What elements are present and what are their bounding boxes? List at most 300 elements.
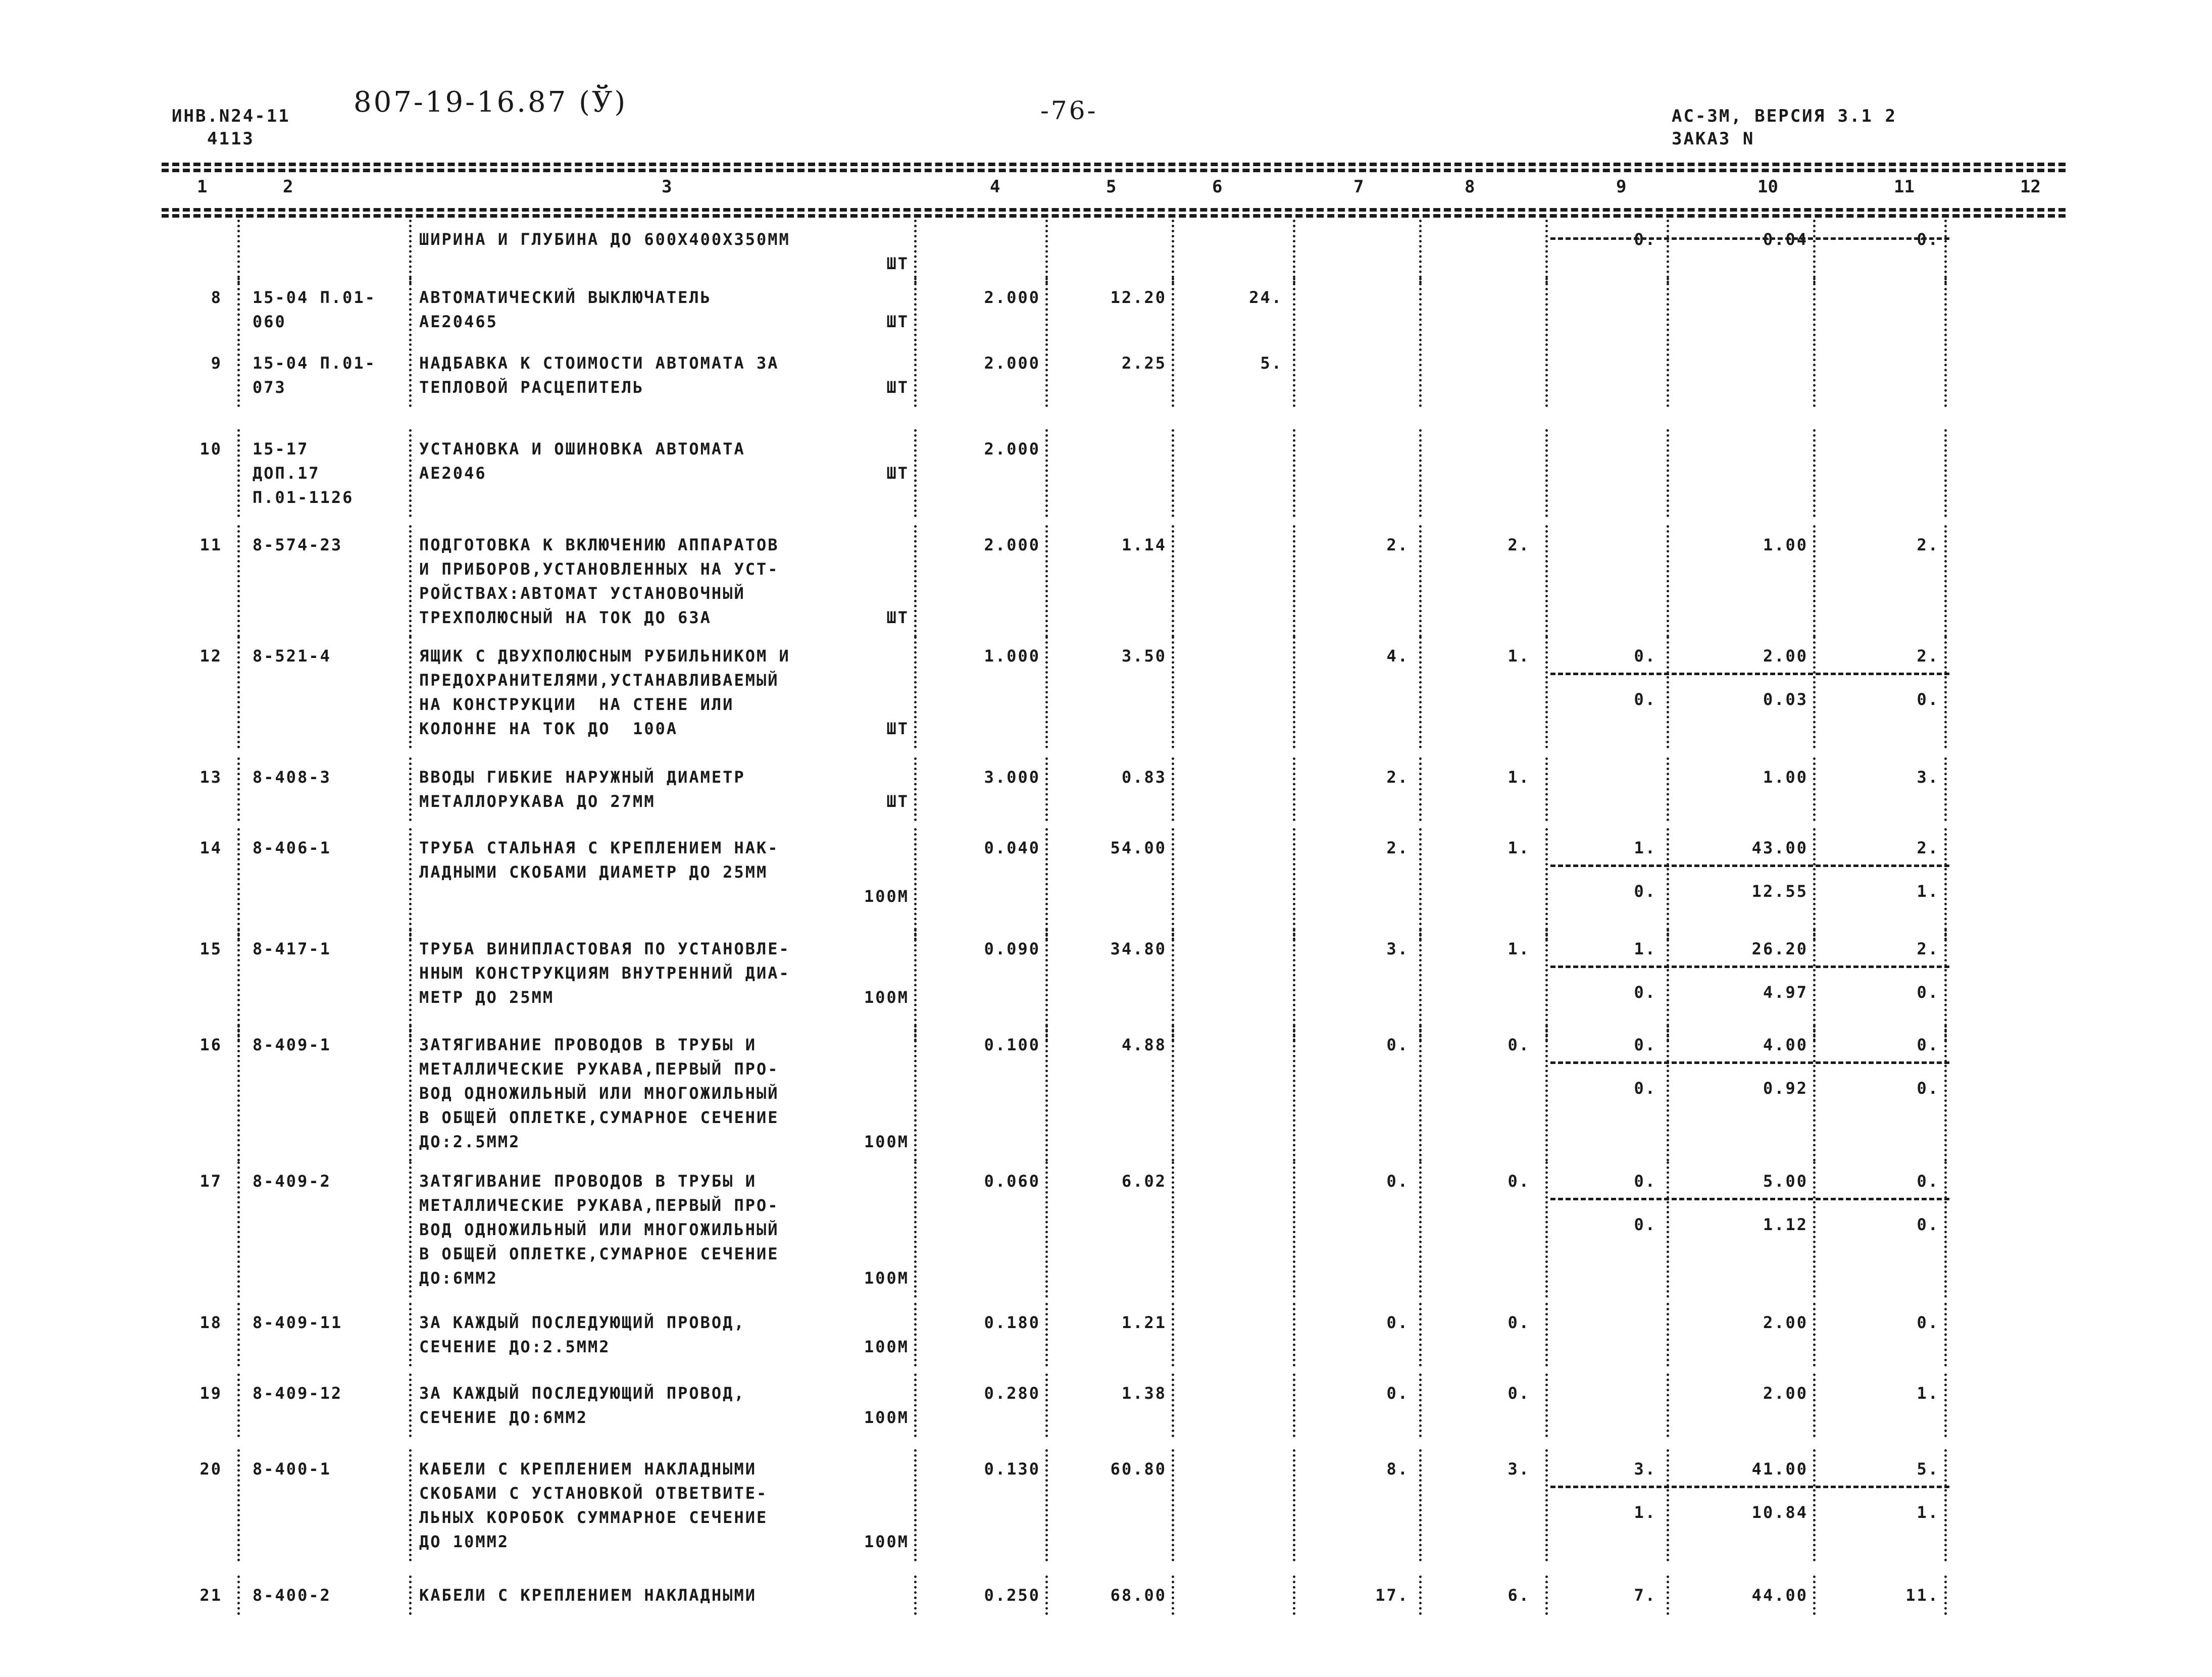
value-c11: 11. — [1905, 1586, 1939, 1605]
unit: ШТ — [886, 464, 909, 483]
value-c9: 0. — [1634, 1172, 1656, 1191]
value-c5: 34.80 — [1110, 939, 1167, 958]
column-separator — [1944, 757, 1947, 821]
unit: 100М — [864, 1132, 909, 1151]
work-code: 8-408-3 — [253, 768, 331, 787]
column-separator — [1545, 220, 1548, 283]
value-c10: 44.00 — [1751, 1586, 1808, 1605]
value-c8: 0. — [1507, 1384, 1530, 1403]
value-c11: 3. — [1917, 768, 1939, 787]
value-c9: 0. — [1634, 230, 1656, 249]
value-c4: 2.000 — [984, 535, 1040, 554]
value-c8: 1. — [1507, 646, 1530, 666]
value-c9b: 0. — [1634, 1079, 1656, 1098]
column-separator — [1419, 1303, 1422, 1366]
value-c5: 1.14 — [1121, 535, 1167, 554]
column-separator — [914, 220, 917, 283]
column-separator — [409, 757, 412, 821]
column-separator — [1172, 343, 1174, 407]
work-description: В ОБЩЕЙ ОПЛЕТКЕ,СУМАРНОЕ СЕЧЕНИЕ — [419, 1108, 779, 1127]
unit: ШТ — [886, 719, 909, 738]
column-separator — [1293, 757, 1295, 821]
work-code: 15-04 П.01- — [253, 288, 376, 307]
column-separator — [1419, 757, 1422, 821]
value-c4: 0.040 — [984, 838, 1040, 857]
value-c8: 3. — [1507, 1459, 1530, 1479]
value-c11: 1. — [1917, 1384, 1939, 1403]
column-separator — [1944, 1576, 1947, 1615]
column-separator — [1045, 757, 1048, 821]
column-header-8: 8 — [1465, 177, 1475, 197]
column-separator — [237, 220, 240, 283]
row-number: 12 — [199, 646, 222, 666]
column-separator — [237, 757, 240, 821]
column-separator — [1045, 1303, 1048, 1366]
column-separator — [409, 278, 412, 341]
work-code: 8-409-11 — [253, 1313, 343, 1332]
work-description: АЕ20465 — [419, 312, 498, 331]
value-c11: 0. — [1917, 230, 1939, 249]
value-c9b: 0. — [1634, 690, 1656, 709]
column-separator — [1045, 429, 1048, 517]
unit: 100М — [864, 988, 909, 1007]
column-separator — [1944, 929, 1947, 1041]
column-separator — [409, 828, 412, 940]
column-separator — [1667, 429, 1669, 517]
work-description: СЕЧЕНИЕ ДО:2.5ММ2 — [419, 1337, 611, 1356]
column-separator — [409, 429, 412, 517]
work-description: ПОДГОТОВКА К ВКЛЮЧЕНИЮ АППАРАТОВ — [419, 535, 779, 554]
column-separator — [1172, 220, 1174, 283]
value-c4: 0.100 — [984, 1035, 1040, 1054]
column-separator — [237, 1303, 240, 1366]
work-description: ВВОДЫ ГИБКИЕ НАРУЖНЫЙ ДИАМЕТР — [419, 768, 745, 787]
value-c5: 4.88 — [1121, 1035, 1167, 1054]
value-c10b: 10.84 — [1751, 1503, 1808, 1522]
work-description: ЗАТЯГИВАНИЕ ПРОВОДОВ В ТРУБЫ И — [419, 1035, 757, 1054]
column-separator — [914, 757, 917, 821]
column-separator — [1545, 1374, 1548, 1437]
value-c5: 3.50 — [1121, 646, 1167, 666]
value-c7: 4. — [1386, 646, 1409, 666]
column-separator — [1944, 343, 1947, 407]
column-separator — [1944, 1449, 1947, 1561]
value-c5: 68.00 — [1110, 1586, 1167, 1605]
column-separator — [914, 278, 917, 341]
column-header-7: 7 — [1353, 177, 1364, 197]
column-separator — [409, 220, 412, 283]
value-c10: 2.00 — [1763, 1384, 1808, 1403]
work-description: ТРЕХПОЛЮСНЫЙ НА ТОК ДО 63А — [419, 608, 712, 627]
work-description: КАБЕЛИ С КРЕПЛЕНИЕМ НАКЛАДНЫМИ — [419, 1459, 757, 1479]
column-separator — [237, 525, 240, 637]
work-code: 15-17 — [253, 439, 309, 459]
column-separator — [1667, 1303, 1669, 1366]
work-code: 8-409-12 — [253, 1384, 343, 1403]
value-c5: 2.25 — [1121, 353, 1167, 373]
value-c9b: 0. — [1634, 983, 1656, 1002]
column-separator — [1944, 220, 1947, 283]
inventory-number: ИНВ.N24-11 — [172, 106, 290, 126]
top-rule-2 — [162, 169, 2066, 172]
column-separator — [1293, 429, 1295, 517]
column-separator — [1293, 1374, 1295, 1437]
subtotal-rule — [1550, 965, 1949, 968]
column-separator — [237, 1025, 240, 1161]
column-separator — [914, 343, 917, 407]
work-code: 8-417-1 — [253, 939, 331, 958]
work-description: МЕТАЛЛОРУКАВА ДО 27ММ — [419, 792, 656, 811]
work-description: ВОД ОДНОЖИЛЬНЫЙ ИЛИ МНОГОЖИЛЬНЫЙ — [419, 1084, 779, 1103]
column-header-2: 2 — [283, 177, 293, 197]
column-separator — [237, 429, 240, 517]
value-c5: 1.21 — [1121, 1313, 1167, 1332]
unit: ШТ — [886, 312, 909, 331]
value-c7: 2. — [1386, 768, 1409, 787]
column-separator — [914, 1374, 917, 1437]
value-c10: 43.00 — [1751, 838, 1808, 857]
column-separator — [1813, 343, 1816, 407]
value-c4: 3.000 — [984, 768, 1040, 787]
column-separator — [1419, 278, 1422, 341]
column-separator — [1045, 220, 1048, 283]
work-description: ДО:6ММ2 — [419, 1268, 498, 1288]
unit: ШТ — [886, 254, 909, 273]
value-c4: 0.130 — [984, 1459, 1040, 1479]
value-c4: 1.000 — [984, 646, 1040, 666]
column-separator — [1944, 636, 1947, 748]
work-description: ЛЬНЫХ КОРОБОК СУММАРНОЕ СЕЧЕНИЕ — [419, 1508, 768, 1527]
value-c9: 1. — [1634, 838, 1656, 857]
work-description: ЗАТЯГИВАНИЕ ПРОВОДОВ В ТРУБЫ И — [419, 1172, 757, 1191]
value-c7: 0. — [1386, 1035, 1409, 1054]
value-c7: 2. — [1386, 535, 1409, 554]
unit: 100М — [864, 1337, 909, 1356]
row-number: 16 — [199, 1035, 222, 1054]
work-description: АЕ2046 — [419, 464, 487, 483]
column-separator — [1419, 429, 1422, 517]
row-number: 13 — [199, 768, 222, 787]
value-c8: 6. — [1507, 1586, 1530, 1605]
order-label: ЗАКАЗ N — [1672, 129, 1755, 149]
column-separator — [1667, 278, 1669, 341]
column-separator — [1293, 1303, 1295, 1366]
work-code: 073 — [253, 378, 286, 397]
handwritten-project-code: 807-19-16.87 (Ў) — [354, 86, 628, 119]
work-description: ПРЕДОХРАНИТЕЛЯМИ,УСТАНАВЛИВАЕМЫЙ — [419, 671, 779, 690]
work-code: 8-409-2 — [253, 1172, 331, 1191]
column-separator — [1293, 343, 1295, 407]
column-separator — [409, 1161, 412, 1298]
value-c10: 5.00 — [1763, 1172, 1808, 1191]
column-separator — [1667, 757, 1669, 821]
column-separator — [1419, 343, 1422, 407]
work-description: В ОБЩЕЙ ОПЛЕТКЕ,СУМАРНОЕ СЕЧЕНИЕ — [419, 1244, 779, 1263]
row-number: 15 — [199, 939, 222, 958]
value-c9: 1. — [1634, 939, 1656, 958]
work-code: ДОП.17 — [253, 464, 320, 483]
value-c10b: 0.03 — [1763, 690, 1808, 709]
row-number: 17 — [199, 1172, 222, 1191]
work-description: ШИРИНА И ГЛУБИНА ДО 600Х400Х350ММ — [419, 230, 790, 249]
unit: ШТ — [886, 792, 909, 811]
work-code: 8-400-1 — [253, 1459, 331, 1479]
value-c10: 0.04 — [1763, 230, 1808, 249]
column-separator — [409, 1576, 412, 1615]
work-description: СЕЧЕНИЕ ДО:6ММ2 — [419, 1408, 588, 1427]
value-c11: 2. — [1917, 939, 1939, 958]
value-c9: 0. — [1634, 646, 1656, 666]
column-separator — [237, 929, 240, 1041]
column-separator — [1545, 429, 1548, 517]
column-separator — [1667, 220, 1669, 283]
value-c4: 2.000 — [984, 439, 1040, 459]
value-c4: 0.060 — [984, 1172, 1040, 1191]
work-description: КАБЕЛИ С КРЕПЛЕНИЕМ НАКЛАДНЫМИ — [419, 1586, 757, 1605]
work-description: ТРУБА ВИНИПЛАСТОВАЯ ПО УСТАНОВЛЕ- — [419, 939, 790, 958]
column-separator — [1667, 1374, 1669, 1437]
value-c10b: 1.12 — [1763, 1215, 1808, 1234]
work-code: 15-04 П.01- — [253, 353, 376, 373]
value-c7: 8. — [1386, 1459, 1409, 1479]
value-c7: 2. — [1386, 838, 1409, 857]
value-c4: 0.250 — [984, 1586, 1040, 1605]
column-separator — [1944, 1374, 1947, 1437]
column-separator — [1545, 757, 1548, 821]
value-c10b: 0.92 — [1763, 1079, 1808, 1098]
column-separator — [1172, 757, 1174, 821]
work-description: ЛАДНЫМИ СКОБАМИ ДИАМЕТР ДО 25ММ — [419, 862, 768, 882]
work-description: СКОБАМИ С УСТАНОВКОЙ ОТВЕТВИТЕ- — [419, 1484, 768, 1503]
row-number: 9 — [211, 353, 222, 373]
value-c11b: 0. — [1917, 1215, 1939, 1234]
column-separator — [237, 343, 240, 407]
column-separator — [409, 525, 412, 637]
inventory-number-2: 4113 — [207, 129, 255, 149]
work-description: ЗА КАЖДЫЙ ПОСЛЕДУЮЩИЙ ПРОВОД, — [419, 1313, 745, 1332]
value-c8: 2. — [1507, 535, 1530, 554]
subtotal-rule — [1550, 673, 1949, 675]
work-description: ВОД ОДНОЖИЛЬНЫЙ ИЛИ МНОГОЖИЛЬНЫЙ — [419, 1220, 779, 1239]
value-c8: 0. — [1507, 1313, 1530, 1332]
work-description: ДО 10ММ2 — [419, 1532, 510, 1551]
value-c4: 0.280 — [984, 1384, 1040, 1403]
unit: ШТ — [886, 608, 909, 627]
column-separator — [1813, 429, 1816, 517]
unit: ШТ — [886, 378, 909, 397]
value-c9b: 0. — [1634, 1215, 1656, 1234]
value-c8: 0. — [1507, 1035, 1530, 1054]
value-c11: 0. — [1917, 1313, 1939, 1332]
work-description: МЕТАЛЛИЧЕСКИЕ РУКАВА,ПЕРВЫЙ ПРО- — [419, 1196, 779, 1215]
work-description: ЯЩИК С ДВУХПОЛЮСНЫМ РУБИЛЬНИКОМ И — [419, 646, 790, 666]
value-c9: 3. — [1634, 1459, 1656, 1479]
column-separator — [1545, 278, 1548, 341]
column-separator — [1944, 1161, 1947, 1298]
row-number: 11 — [199, 535, 222, 554]
work-description: КОЛОННЕ НА ТОК ДО 100А — [419, 719, 678, 738]
unit: 100М — [864, 1268, 909, 1288]
column-separator — [1172, 1303, 1174, 1366]
work-code: 8-406-1 — [253, 838, 331, 857]
work-code: 8-400-2 — [253, 1586, 331, 1605]
work-description: РОЙСТВАХ:АВТОМАТ УСТАНОВОЧНЫЙ — [419, 584, 745, 603]
value-c11b: 0. — [1917, 690, 1939, 709]
column-separator — [237, 1576, 240, 1615]
column-separator — [1667, 343, 1669, 407]
unit: 100М — [864, 887, 909, 906]
work-description: ЗА КАЖДЫЙ ПОСЛЕДУЮЩИЙ ПРОВОД, — [419, 1384, 745, 1403]
value-c11: 0. — [1917, 1035, 1939, 1054]
row-number: 21 — [199, 1586, 222, 1605]
top-rule — [162, 163, 2066, 166]
column-separator — [1944, 1025, 1947, 1161]
column-separator — [1813, 1303, 1816, 1366]
value-c7: 0. — [1386, 1172, 1409, 1191]
column-header-1: 1 — [197, 177, 208, 197]
value-c11b: 0. — [1917, 983, 1939, 1002]
value-c8: 0. — [1507, 1172, 1530, 1191]
value-c7: 3. — [1386, 939, 1409, 958]
work-description: УСТАНОВКА И ОШИНОВКА АВТОМАТА — [419, 439, 745, 459]
column-header-11: 11 — [1894, 177, 1915, 197]
column-separator — [1293, 220, 1295, 283]
value-c11: 2. — [1917, 535, 1939, 554]
row-number: 8 — [211, 288, 222, 307]
work-code: 8-574-23 — [253, 535, 343, 554]
column-separator — [237, 1161, 240, 1298]
subtotal-rule — [1550, 865, 1949, 867]
column-header-10: 10 — [1757, 177, 1778, 197]
program-version: АС-3М, ВЕРСИЯ 3.1 2 — [1672, 106, 1897, 126]
header-rule — [162, 208, 2066, 212]
column-separator — [1172, 429, 1174, 517]
row-number: 10 — [199, 439, 222, 459]
row-number: 20 — [199, 1459, 222, 1479]
value-c4: 2.000 — [984, 353, 1040, 373]
column-separator — [409, 636, 412, 748]
value-c9b: 0. — [1634, 882, 1656, 901]
value-c10b: 4.97 — [1763, 983, 1808, 1002]
column-headers — [162, 177, 2066, 202]
value-c10: 1.00 — [1763, 768, 1808, 787]
page-number: -76- — [1040, 96, 1098, 125]
column-separator — [1944, 1303, 1947, 1366]
row-number: 19 — [199, 1384, 222, 1403]
value-c7: 0. — [1386, 1313, 1409, 1332]
work-description: И ПРИБОРОВ,УСТАНОВЛЕННЫХ НА УСТ- — [419, 560, 779, 579]
value-c9: 7. — [1634, 1586, 1656, 1605]
value-c10: 41.00 — [1751, 1459, 1808, 1479]
column-separator — [237, 1449, 240, 1561]
column-separator — [1813, 1374, 1816, 1437]
value-c10: 2.00 — [1763, 1313, 1808, 1332]
work-description: ТРУБА СТАЛЬНАЯ С КРЕПЛЕНИЕМ НАК- — [419, 838, 779, 857]
value-c11: 0. — [1917, 1172, 1939, 1191]
value-c8: 1. — [1507, 939, 1530, 958]
work-description: АВТОМАТИЧЕСКИЙ ВЫКЛЮЧАТЕЛЬ — [419, 288, 712, 307]
column-separator — [237, 636, 240, 748]
column-separator — [1045, 278, 1048, 341]
column-separator — [237, 278, 240, 341]
column-separator — [1813, 220, 1816, 283]
subtotal-rule — [1550, 237, 1949, 240]
value-c11: 2. — [1917, 646, 1939, 666]
value-c9b: 1. — [1634, 1503, 1656, 1522]
value-c5: 6.02 — [1121, 1172, 1167, 1191]
value-c10: 26.20 — [1751, 939, 1808, 958]
value-c8: 1. — [1507, 768, 1530, 787]
value-c5: 54.00 — [1110, 838, 1167, 857]
value-c6: 5. — [1260, 353, 1283, 373]
value-c4: 0.180 — [984, 1313, 1040, 1332]
column-header-9: 9 — [1616, 177, 1627, 197]
row-number: 14 — [199, 838, 222, 857]
column-separator — [1045, 1374, 1048, 1437]
value-c4: 0.090 — [984, 939, 1040, 958]
subtotal-rule — [1550, 1198, 1949, 1200]
work-description: ТЕПЛОВОЙ РАСЦЕПИТЕЛЬ — [419, 378, 644, 397]
column-header-12: 12 — [2020, 177, 2041, 197]
value-c6: 24. — [1249, 288, 1283, 307]
work-code: 8-409-1 — [253, 1035, 331, 1054]
value-c10b: 12.55 — [1751, 882, 1808, 901]
subtotal-rule — [1550, 1061, 1949, 1064]
column-separator — [409, 1025, 412, 1161]
value-c10: 2.00 — [1763, 646, 1808, 666]
work-description: НАДБАВКА К СТОИМОСТИ АВТОМАТА ЗА — [419, 353, 779, 373]
value-c5: 12.20 — [1110, 288, 1167, 307]
work-description: ДО:2.5ММ2 — [419, 1132, 521, 1151]
work-code: 060 — [253, 312, 286, 331]
work-description: МЕТР ДО 25ММ — [419, 988, 555, 1007]
unit: 100М — [864, 1532, 909, 1551]
column-separator — [409, 343, 412, 407]
column-header-6: 6 — [1212, 177, 1223, 197]
column-separator — [1813, 278, 1816, 341]
value-c11b: 1. — [1917, 1503, 1939, 1522]
value-c4: 2.000 — [984, 288, 1040, 307]
column-separator — [1944, 278, 1947, 341]
column-separator — [1419, 220, 1422, 283]
work-description: НА КОНСТРУКЦИИ НА СТЕНЕ ИЛИ — [419, 695, 734, 714]
column-separator — [1172, 1374, 1174, 1437]
column-separator — [1944, 525, 1947, 637]
value-c11b: 1. — [1917, 882, 1939, 901]
value-c7: 0. — [1386, 1384, 1409, 1403]
column-separator — [409, 1303, 412, 1366]
value-c11: 2. — [1917, 838, 1939, 857]
unit: 100М — [864, 1408, 909, 1427]
column-separator — [1545, 1303, 1548, 1366]
column-separator — [1045, 343, 1048, 407]
column-header-5: 5 — [1106, 177, 1117, 197]
column-separator — [1944, 828, 1947, 940]
value-c10: 1.00 — [1763, 535, 1808, 554]
column-separator — [237, 1374, 240, 1437]
value-c10: 4.00 — [1763, 1035, 1808, 1054]
work-code: 8-521-4 — [253, 646, 331, 666]
value-c5: 1.38 — [1121, 1384, 1167, 1403]
column-separator — [1545, 343, 1548, 407]
column-separator — [409, 929, 412, 1041]
column-header-4: 4 — [990, 177, 1000, 197]
column-separator — [409, 1449, 412, 1561]
work-code: П.01-1126 — [253, 488, 354, 507]
value-c9: 0. — [1634, 1035, 1656, 1054]
value-c7: 17. — [1375, 1586, 1409, 1605]
column-separator — [1813, 757, 1816, 821]
